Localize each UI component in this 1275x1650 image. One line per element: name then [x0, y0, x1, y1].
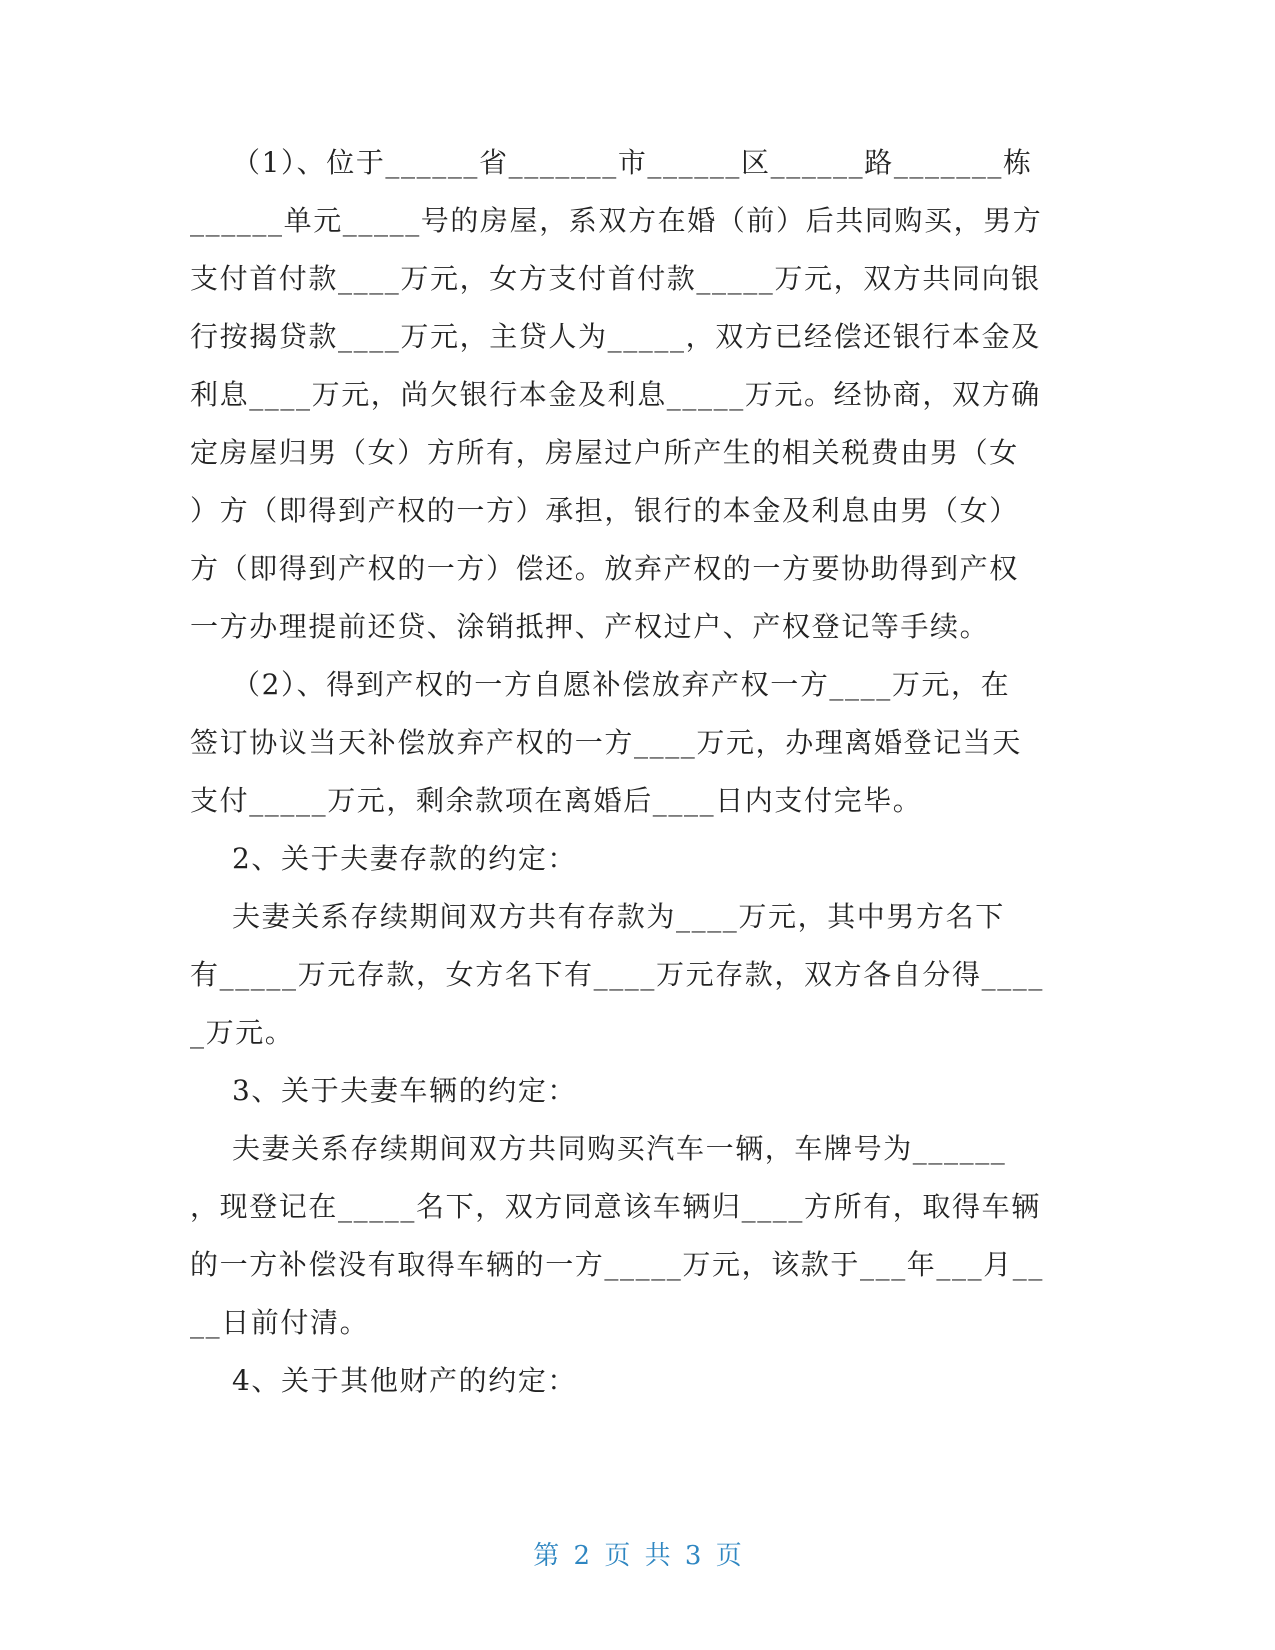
- text-line: 有_____万元存款，女方名下有____万元存款，双方各自分得____: [190, 958, 1045, 991]
- text-line: 支付_____万元，剩余款项在离婚后____日内支付完毕。: [190, 784, 923, 817]
- text-line: _万元。: [190, 1016, 295, 1049]
- text-line: 方（即得到产权的一方）偿还。放弃产权的一方要协助得到产权: [190, 552, 1019, 585]
- section-heading: 2、关于夫妻存款的约定：: [190, 842, 578, 875]
- text-line: 利息____万元，尚欠银行本金及利息_____万元。经协商，双方确: [190, 378, 1041, 411]
- text-line: （2）、得到产权的一方自愿补偿放弃产权一方____万元，在: [190, 668, 1011, 701]
- text-line: 支付首付款____万元，女方支付首付款_____万元，双方共同向银: [190, 262, 1041, 295]
- text-line: 行按揭贷款____万元，主贷人为_____，双方已经偿还银行本金及: [190, 320, 1041, 353]
- text-line: ）方（即得到产权的一方）承担，银行的本金及利息由男（女）: [190, 494, 1019, 527]
- section-heading: 4、关于其他财产的约定：: [190, 1364, 578, 1397]
- text-line: ______单元_____号的房屋，系双方在婚（前）后共同购买，男方: [190, 204, 1043, 237]
- text-line: 夫妻关系存续期间双方共同购买汽车一辆，车牌号为______: [190, 1132, 1007, 1165]
- text-line: ，现登记在_____名下，双方同意该车辆归____方所有，取得车辆: [190, 1190, 1041, 1223]
- text-line: __日前付清。: [190, 1306, 370, 1339]
- text-line: 一方办理提前还贷、涂销抵押、产权过户、产权登记等手续。: [190, 610, 990, 643]
- text-line: 夫妻关系存续期间双方共有存款为____万元，其中男方名下: [190, 900, 1005, 933]
- text-line: （1）、位于______省_______市______区______路_______栋: [190, 146, 1033, 179]
- page-number-footer: 第 2 页 共 3 页: [533, 1541, 742, 1571]
- text-line: 的一方补偿没有取得车辆的一方_____万元，该款于___年___月__: [190, 1248, 1045, 1281]
- text-line: 定房屋归男（女）方所有，房屋过户所产生的相关税费由男（女: [190, 436, 1019, 469]
- section-heading: 3、关于夫妻车辆的约定：: [190, 1074, 578, 1107]
- text-line: 签订协议当天补偿放弃产权的一方____万元，办理离婚登记当天: [190, 726, 1023, 759]
